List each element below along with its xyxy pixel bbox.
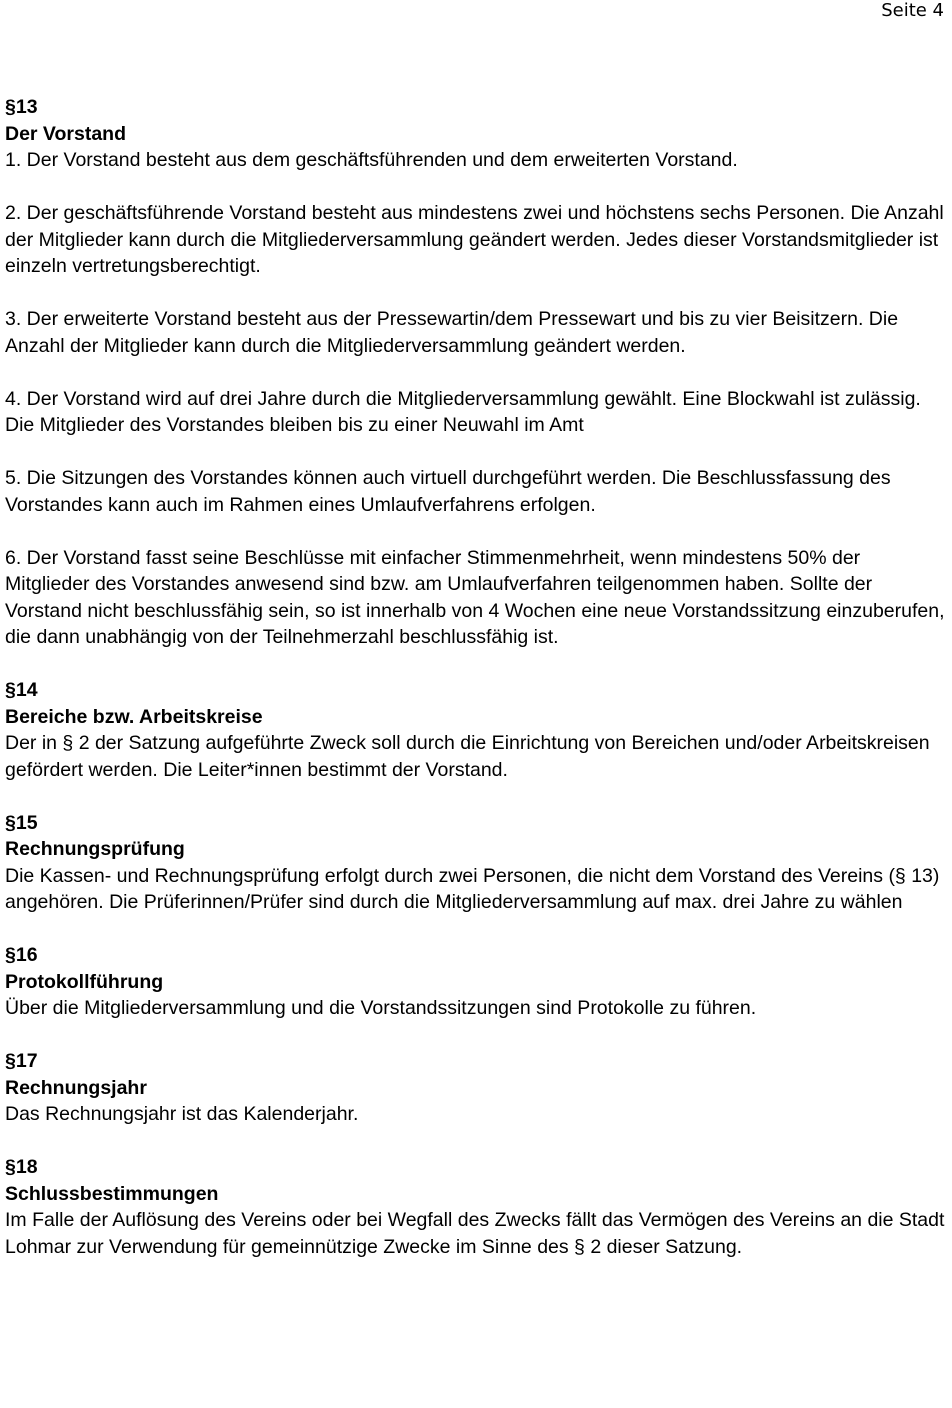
section-title: Bereiche bzw. Arbeitskreise	[5, 705, 263, 728]
section-number: §17	[5, 1050, 38, 1072]
section-title: Der Vorstand	[5, 122, 126, 145]
paragraph-6: 6. Der Vorstand fasst seine Beschlüsse mit einfacher Stimmenmehrheit, wenn mindestens 50% der Mitglieder des Vorstandes anwesend sind bzw. am Umlaufverfahren teilgenommen haben. Sollte der Vorstand nicht beschlussfähig sein, so ist innerhalb von 4 Wochen eine neue Vorstandssitzung einzuberufen, die dann unabhängig von der Teilnehmerzahl beschlussfähig ist.	[5, 546, 945, 648]
section-number: §16	[5, 944, 38, 966]
paragraph-4: 4. Der Vorstand wird auf drei Jahre durch die Mitgliederversammlung gewählt. Eine Blockwahl ist zulässig. Die Mitglieder des Vorstandes bleiben bis zu einer Neuwahl im Amt	[5, 387, 921, 436]
paragraph: Über die Mitgliederversammlung und die Vorstandssitzungen sind Protokolle zu führen.	[5, 997, 757, 1019]
section-18	[5, 1154, 945, 1260]
section-14	[5, 677, 945, 783]
section-16	[5, 942, 945, 1022]
section-title: Schlussbestimmungen	[5, 1182, 219, 1205]
section-number: §18	[5, 1156, 38, 1178]
paragraph: Das Rechnungsjahr ist das Kalenderjahr.	[5, 1103, 359, 1125]
document-body	[5, 94, 945, 1260]
paragraph-3: 3. Der erweiterte Vorstand besteht aus der Pressewartin/dem Pressewart und bis zu vier Beisitzern. Die Anzahl der Mitglieder kann durch die Mitgliederversammlung geändert werden.	[5, 308, 899, 357]
section-number: §15	[5, 811, 38, 834]
section-number: §13	[5, 96, 38, 118]
paragraph: Im Falle der Auflösung des Vereins oder bei Wegfall des Zwecks fällt das Vermögen des Vereins an die Stadt Lohmar zur Verwendung für gemeinnützige Zwecke im Sinne des § 2 dieser Satzung.	[5, 1209, 945, 1258]
page-number: Seite 4	[881, 0, 944, 21]
section-title: Rechnungsjahr	[5, 1076, 147, 1099]
section-number: §14	[5, 679, 38, 701]
paragraph-1: 1. Der Vorstand besteht aus dem geschäftsführenden und dem erweiterten Vorstand.	[5, 149, 738, 171]
section-13	[5, 94, 945, 651]
section-15	[5, 810, 945, 916]
section-17	[5, 1048, 945, 1128]
paragraph-5: 5. Die Sitzungen des Vorstandes können auch virtuell durchgeführt werden. Die Beschlussfassung des Vorstandes kann auch im Rahmen eines Umlaufverfahrens erfolgen.	[5, 467, 891, 516]
paragraph-2: 2. Der geschäftsführende Vorstand besteht aus mindestens zwei und höchstens sechs Personen. Die Anzahl der Mitglieder kann durch die Mitgliederversammlung geändert werden. Jedes dieser Vorstandsmitglieder ist einzeln vertretungsberechtigt.	[5, 202, 944, 277]
section-title: Rechnungsprüfung	[5, 838, 185, 860]
paragraph: Der in § 2 der Satzung aufgeführte Zweck soll durch die Einrichtung von Bereichen und/oder Arbeitskreisen gefördert werden. Die Leiter*innen bestimmt der Vorstand.	[5, 732, 930, 781]
section-title: Protokollführung	[5, 970, 164, 993]
paragraph: Die Kassen- und Rechnungsprüfung erfolgt durch zwei Personen, die nicht dem Vorstand des Vereins (§ 13) angehören. Die Prüferinnen/Prüfer sind durch die Mitgliederversammlung auf max. drei Jahre zu wählen	[5, 864, 940, 913]
